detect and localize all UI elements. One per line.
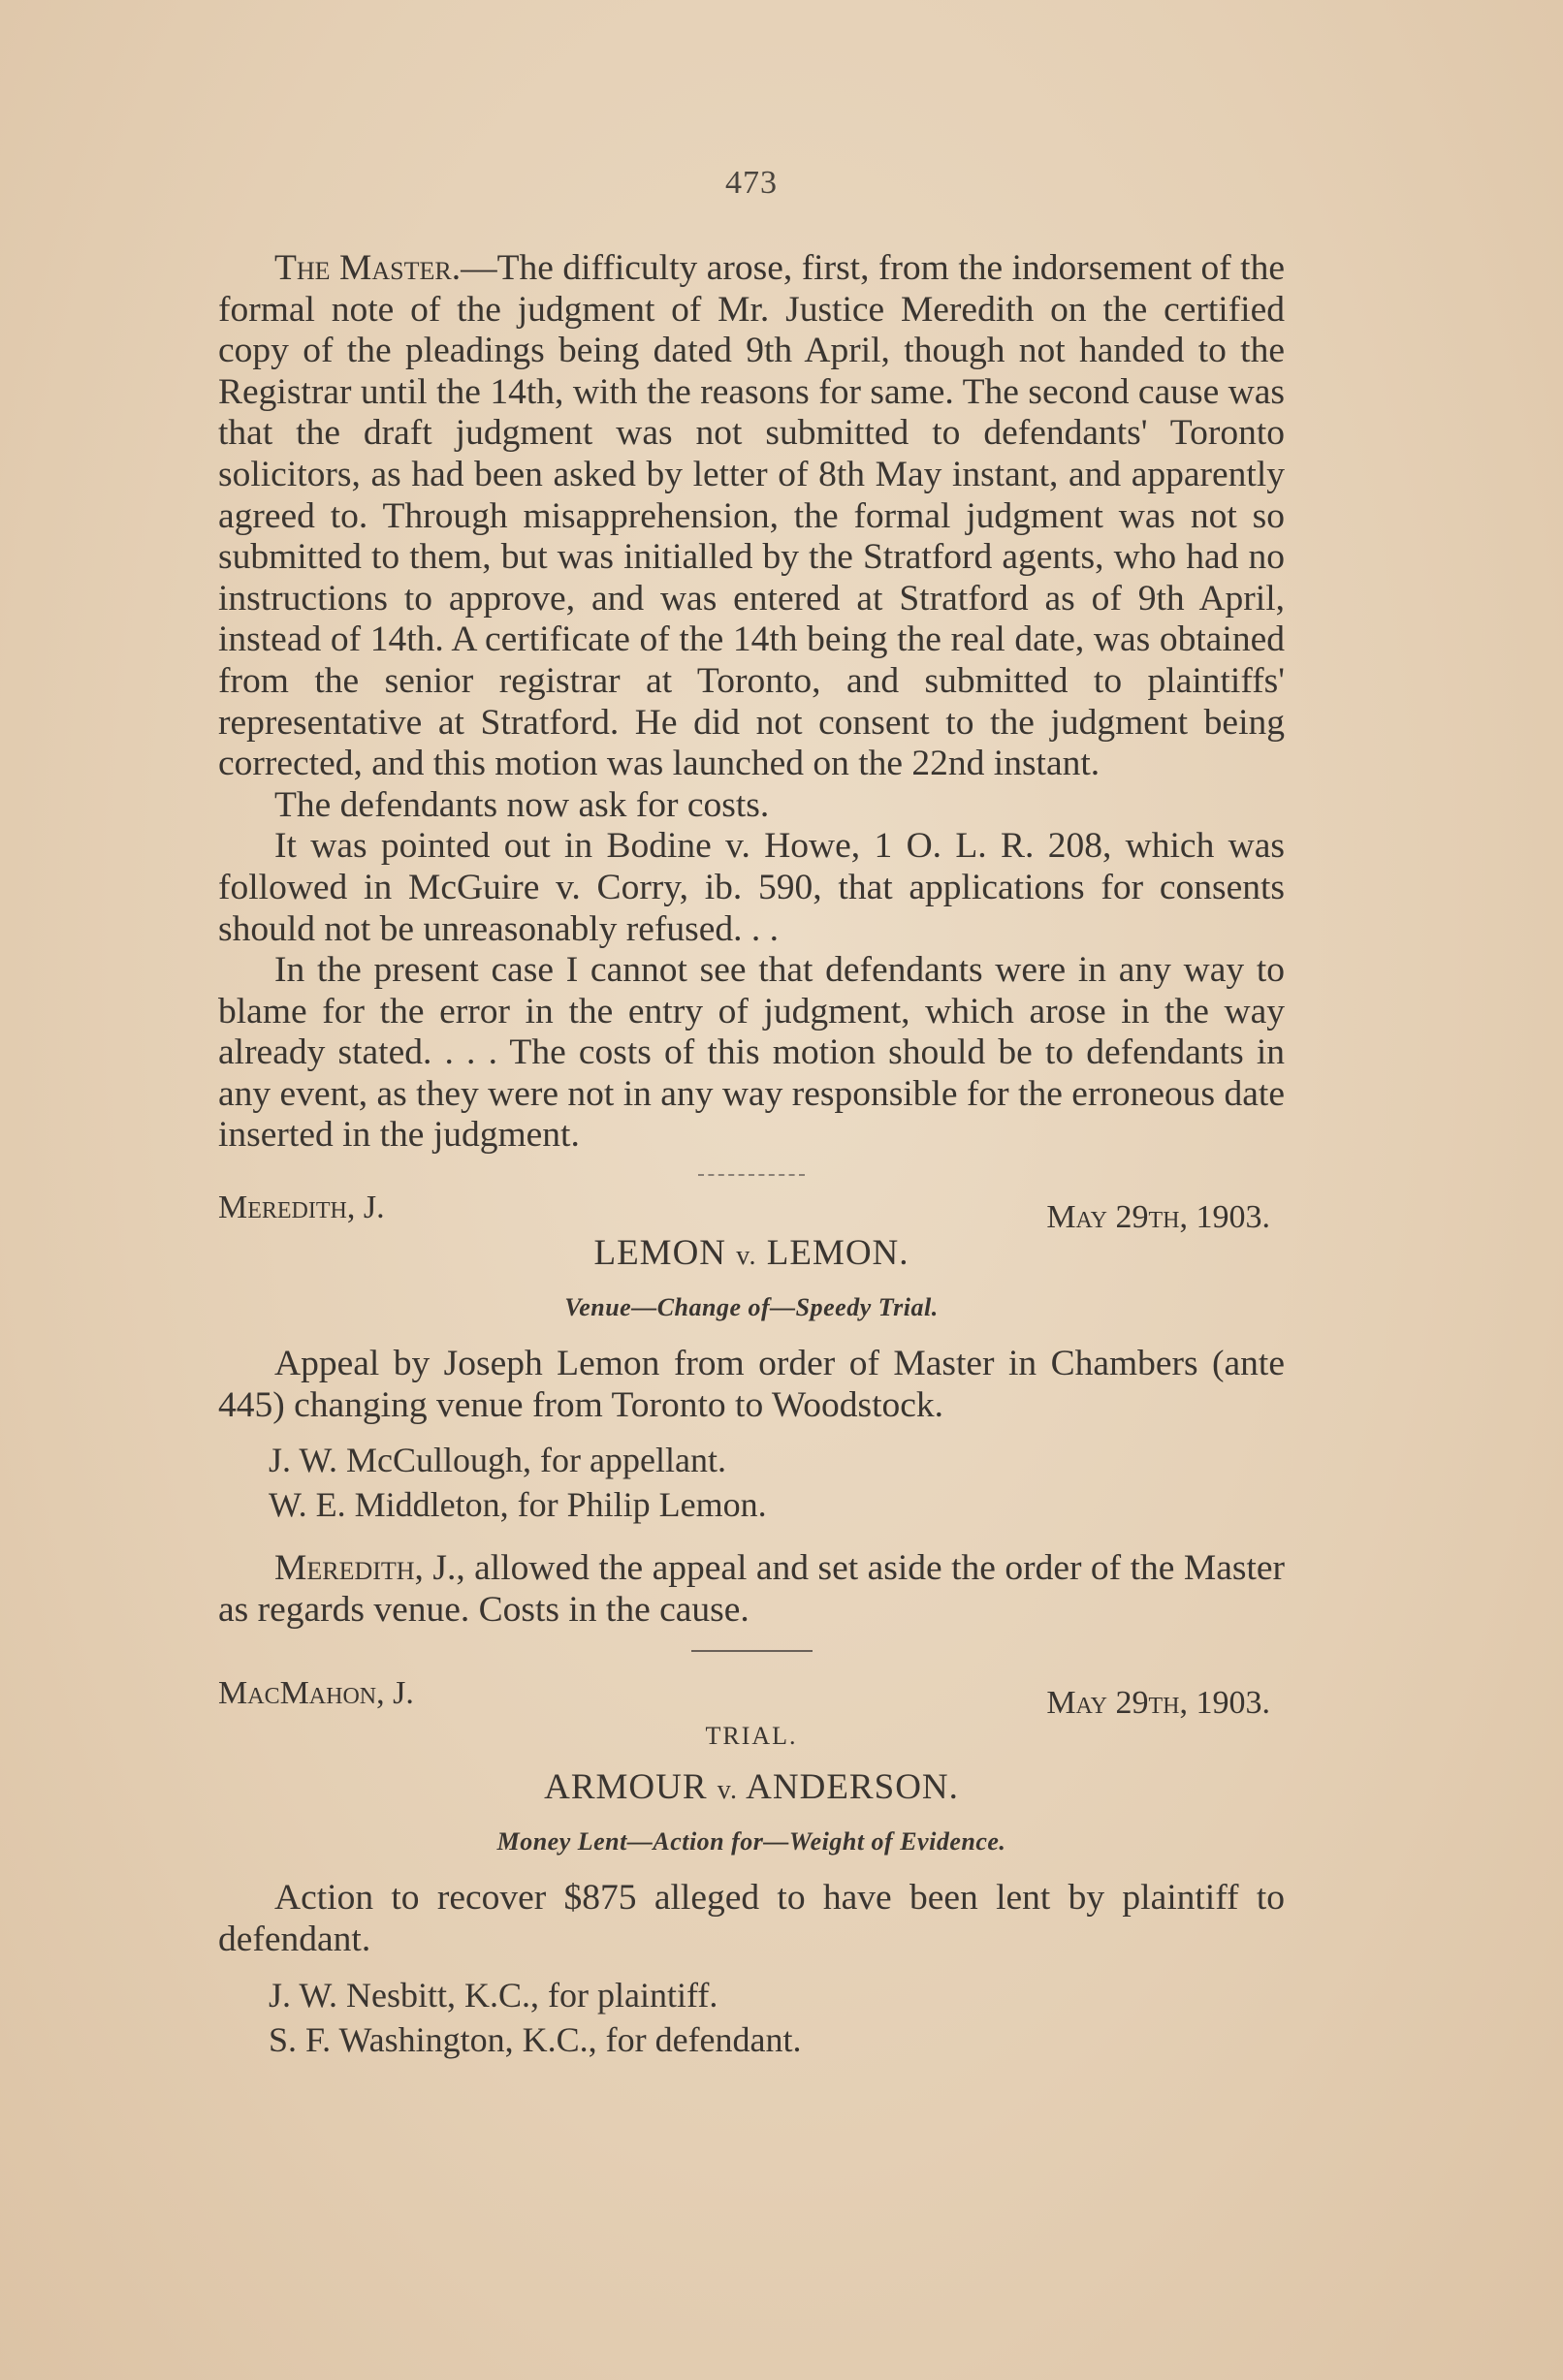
counsel-line: J. W. Nesbitt, K.C., for plaintiff. [269,1975,718,2015]
decision-date: May 29th, 1903. [1046,1685,1270,1722]
text-column [218,165,1285,2062]
section-divider [691,1650,813,1652]
counsel-line: S. F. Washington, K.C., for defendant. [269,2019,802,2059]
case-subject: Money Lent—Action for—Weight of Evidence. [496,1827,1006,1856]
master-paragraph-text: .—The difficulty arose, first, from the indorsement of the formal note of the judgment of Mr. Justice Meredith on the certified copy of the pleadings being dated 9th April, though not handed to the Registrar until the 14th, with the reasons for same. The second cause was that the draft judgment was not submitted to defendants' Toronto solicitors, as had been asked by letter of 8th May instant, and apparently agreed to. Through misapprehension, the formal judgment was not so submitted to them, but was initialled by the Stratford agents, who had no instructions to approve, and was entered at Stratford as of 9th April, instead of 14th. A certificate of the 14th being the real date, was obtained from the senior registrar at Toronto, and submitted to plaintiffs' representative at Stratford. He did not consent to the judgment being corrected, and this motion was launched on the 22nd instant. [218,248,1285,784]
judge-name: MacMahon, J. [218,1675,414,1712]
case-title-armour [218,1766,1285,1808]
case-title-lemon [218,1232,1285,1274]
versus: v. [736,1241,757,1272]
case-subject: Venue—Change of—Speedy Trial. [564,1293,939,1322]
ruling-paragraph: In the present case I cannot see that defendants were in any way to blame for the error in the entry of judgment, which arose in the way already stated. . . . The costs of this motion should be to defendants in any event, as they were not in any way responsible for the erroneous date inserted in the judgment. [218,950,1285,1156]
party-left: LEMON [593,1233,727,1274]
case-header-armour [218,1675,1285,1722]
case-summary: Appeal by Joseph Lemon from order of Master in Chambers (ante 445) changing venue from Toronto to Woodstock. [218,1344,1285,1425]
master-paragraph [218,248,1285,785]
party-right: LEMON. [766,1233,909,1274]
page-number: 473 [725,165,778,201]
counsel-line: J. W. McCullough, for appellant. [269,1441,726,1480]
party-left: ARMOUR [544,1767,708,1808]
counsel-line: W. E. Middleton, for Philip Lemon. [269,1485,767,1525]
judgment-text: , allowed the appeal and set aside the order of the Master as regards venue. Costs in the cause. [218,1548,1285,1630]
trial-label: TRIAL. [705,1722,798,1751]
versus: v. [717,1775,738,1806]
judgment-paragraph [218,1548,1285,1631]
party-right: ANDERSON. [746,1767,959,1808]
judgment-judge: Meredith, J. [274,1548,457,1589]
judge-name: Meredith, J. [218,1190,385,1226]
costs-paragraph: The defendants now ask for costs. [274,784,770,825]
case-header-lemon [218,1190,1285,1236]
precedent-paragraph: It was pointed out in Bodine v. Howe, 1 O. L. R. 208, which was followed in McGuire v. Corry, ib. 590, that applications for consents should not be unreasonably refused. . . [218,826,1285,949]
master-speaker: The Master [274,248,452,288]
case-summary: Action to recover $875 alleged to have been lent by plaintiff to defendant. [218,1878,1285,1960]
decision-date: May 29th, 1903. [1046,1199,1270,1236]
section-divider [698,1174,805,1176]
